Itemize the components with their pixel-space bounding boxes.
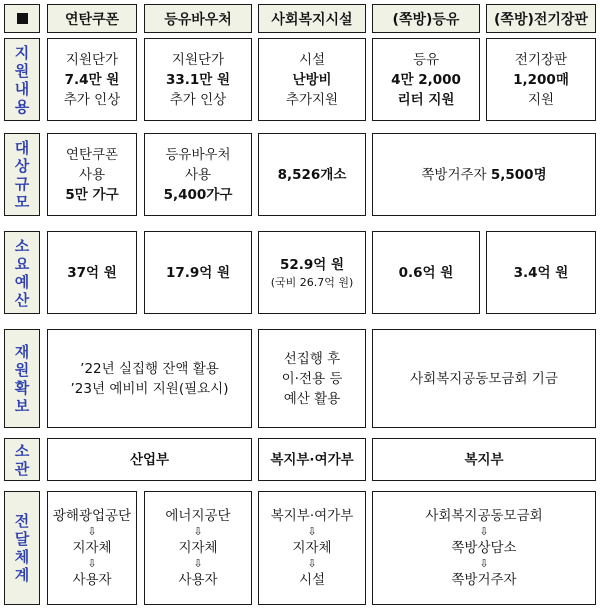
support-jjokbang-kerosene: 등유 4만 2,000 리터 지원 [372, 38, 480, 121]
row-label-ministry: 소 관 [4, 438, 40, 481]
funding-facility: 선집행 후 이·전용 등 예산 활용 [258, 329, 366, 428]
ministry-facility: 복지부·여가부 [258, 438, 366, 481]
row-label-funding: 재 원 확 보 [4, 329, 40, 428]
target-coal: 연탄쿠폰 사용 5만 가구 [47, 133, 137, 216]
target-jjokbang-prefix: 쪽방거주자 [421, 166, 487, 183]
budget-coal: 37억 원 [47, 231, 137, 314]
support-coal: 지원단가 7.4만 원 추가 인상 [47, 38, 137, 121]
ministry-industry: 산업부 [47, 438, 252, 481]
down-arrow-icon: ⇩ [193, 525, 203, 538]
down-arrow-icon: ⇩ [87, 557, 97, 570]
down-arrow-icon: ⇩ [193, 557, 203, 570]
ministry-jjokbang: 복지부 [372, 438, 596, 481]
funding-industry: ’22년 실집행 잔액 활용 ’23년 예비비 지원(필요시) [47, 329, 252, 428]
target-jjokbang [372, 133, 596, 216]
row-label-support: 지 원 내 용 [4, 38, 40, 121]
funding-jjokbang: 사회복지공동모금회 기금 [372, 329, 596, 428]
header-corner [4, 4, 40, 33]
budget-kerosene-voucher: 17.9억 원 [144, 231, 252, 314]
down-arrow-icon: ⇩ [307, 525, 317, 538]
col-header-2: 등유바우처 [144, 4, 252, 33]
row-label-budget: 소 요 예 산 [4, 231, 40, 314]
delivery-coal: 광해광업공단 ⇩ 지자체 ⇩ 사용자 [47, 491, 137, 605]
down-arrow-icon: ⇩ [87, 525, 97, 538]
down-arrow-icon: ⇩ [307, 557, 317, 570]
down-arrow-icon: ⇩ [479, 557, 489, 570]
col-header-1: 연탄쿠폰 [47, 4, 137, 33]
col-header-5: (쪽방)전기장판 [486, 4, 596, 33]
delivery-jjokbang: 사회복지공동모금회 ⇩ 쪽방상담소 ⇩ 쪽방거주자 [372, 491, 596, 605]
target-facility: 8,526개소 [258, 133, 366, 216]
col-header-3: 사회복지시설 [258, 4, 366, 33]
budget-jjokbang-kerosene: 0.6억 원 [372, 231, 480, 314]
support-jjokbang-blanket: 전기장판 1,200매 지원 [486, 38, 596, 121]
row-label-target: 대 상 규 모 [4, 133, 40, 216]
delivery-kerosene-voucher: 에너지공단 ⇩ 지자체 ⇩ 사용자 [144, 491, 252, 605]
col-header-4: (쪽방)등유 [372, 4, 480, 33]
budget-facility: 52.9억 원 (국비 26.7억 원) [258, 231, 366, 314]
support-kerosene-voucher: 지원단가 33.1만 원 추가 인상 [144, 38, 252, 121]
delivery-facility: 복지부·여가부 ⇩ 지자체 ⇩ 시설 [258, 491, 366, 605]
down-arrow-icon: ⇩ [479, 525, 489, 538]
target-jjokbang-value: 5,500명 [490, 166, 547, 183]
support-facility: 시설 난방비 추가지원 [258, 38, 366, 121]
row-label-delivery: 전 달 체 계 [4, 491, 40, 605]
budget-jjokbang-blanket: 3.4억 원 [486, 231, 596, 314]
budget-facility-note: (국비 26.7억 원) [270, 276, 354, 289]
black-square-icon [17, 13, 28, 24]
target-kerosene-voucher: 등유바우처 사용 5,400가구 [144, 133, 252, 216]
